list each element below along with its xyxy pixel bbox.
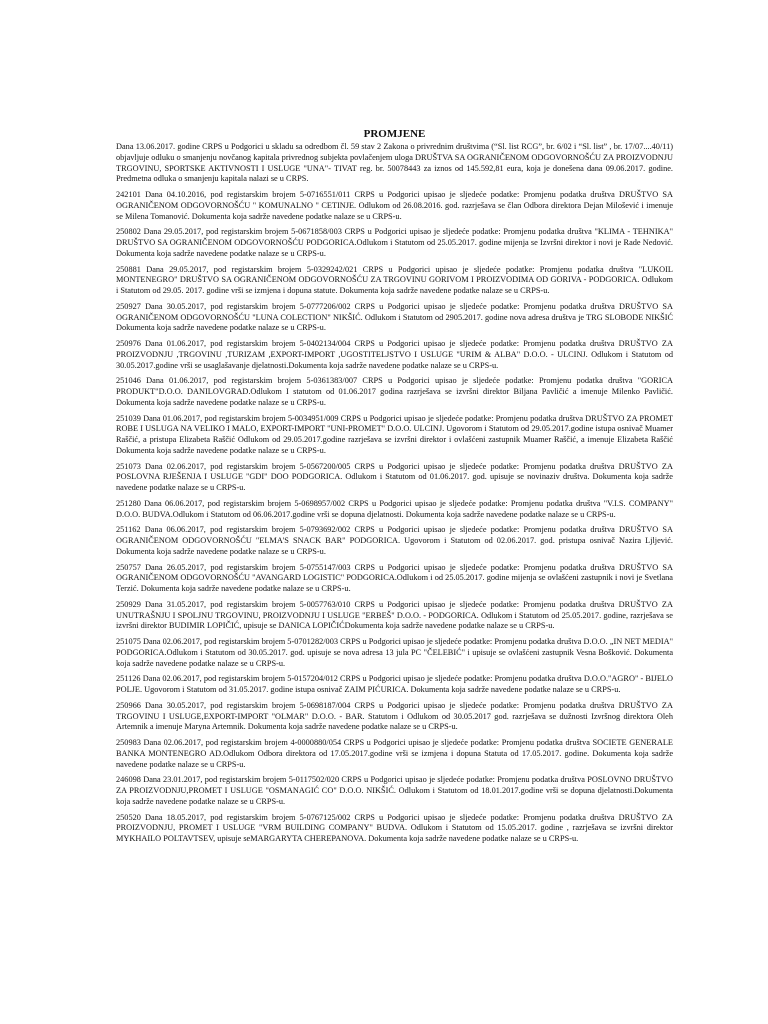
registry-entry: 250966 Dana 30.05.2017, pod registarskim brojem 5-0698187/004 CRPS u Podgorici upisao je sljedeće podatke: Promjenu podatka društva DRUŠTVO ZA TRGOVINU I USLUGE,EXPORT-IMPORT "OLMAR" D.O.O. - BAR. Statutom i Odlukom od 30.05.2017 god. razrješava se dužnosti Izvršnog direktora Oleh Artemnik a imenuje Maryna Artemnik. Dokumenta koja sadrže navedene podatke nalaze se u CRPS-u. (116, 700, 673, 732)
registry-entry: 250802 Dana 29.05.2017, pod registarskim brojem 5-0671858/003 CRPS u Podgorici upisao je sljedeće podatke: Promjenu podatka društva "KLIMA - TEHNIKA" DRUŠTVO SA OGRANIČENOM ODGOVORNOŠĆU PODGORICA.Odlukom i Statutom od 25.05.2017. godine mijenja se Izvršni direktor i novi je Rade Nedović. Dokumenta koja sadrže navedene podatke nalaze se u CRPS-u. (116, 227, 673, 258)
registry-entry: 250929 Dana 31.05.2017, pod registarskim brojem 5-0057763/010 CRPS u Podgorici upisao je sljedeće podatke: Promjenu podatka društva DRUŠTVO ZA UNUTRAŠNJU I SPOLJNU TRGOVINU, PROIZVODNJU I USLUGE "ERBEŠ" D.O.O. - PODGORICA. Odlukom i Statutom od 25.05.2017. godine, razrješava se izvršni direktor BUDIMIR LOPIČIĆ, upisuje se DANICA LOPIČIĆDokumenta koja sadrže navedene podatke nalaze se u CRPS-u. (116, 599, 673, 631)
notice-paragraph: Dana 13.06.2017. godine CRPS u Podgorici u skladu sa odredbom čl. 59 stav 2 Zakona o privrednim društvima (“Sl. list RCG”, br. 6/02 i “Sl. list” , br. 17/07....40/11) objavljuje odluku o smanjenju novčanog kapitala privrednog subjekta povlačenjem uloga DRUŠTVA SA OGRANIČENOM ODGOVORNOŠĆU ZA PROIZVODNJU TRGOVINU, SPORTSKE AKTIVNOSTI I USLUGE "UNA"- TIVAT reg. br. 50078443 za iznos od 145.592,81 eura, koja je donešena dana 09.06.2017. godine. Predmetna odluka o smanjenju kapitala nalazi se u CRPS. (116, 142, 673, 184)
registry-entry: 251280 Dana 06.06.2017, pod registarskim brojem 5-0698957/002 CRPS u Podgorici upisao je sljedeće podatke: Promjenu podatka društva "V.I.S. COMPANY" D.O.O. BUDVA.Odlukom i Statutom od 06.06.2017.godine vrši se dopuna djelatnosti. Dokumenta koja sadrže navedene podatke nalaze se u CRPS-u. (116, 498, 673, 519)
registry-entry: 250983 Dana 02.06.2017, pod registarskim brojem 4-0000880/054 CRPS u Podgorici upisao je sljedeće podatke: Promjenu podatka društva SOCIETE GENERALE BANKA MONTENEGRO AD.Odlukom Odbora direktora od 17.05.2017.godine vrši se izmjena i dopuna Statuta od 17.05.2017. godine. Dokumenta koja sadrže navedene podatke nalaze se u CRPS-u. (116, 738, 673, 769)
registry-entry: 246098 Dana 23.01.2017, pod registarskim brojem 5-0117502/020 CRPS u Podgorici upisao je sljedeće podatke: Promjenu podatka društva POSLOVNO DRUŠTVO ZA PROIZVODNJU,PROMET I USLUGE "OSMANAGIĆ CO" D.O.O. NIKŠIĆ. Odlukom i Statutom od 18.01.2017.godine vrši se dopuna djelatnosti.Dokumenta koja sadrže navedene podatke nalaze se u CRPS-u. (116, 775, 673, 806)
registry-entry: 251046 Dana 01.06.2017, pod registarskim brojem 5-0361383/007 CRPS u Podgorici upisao je sljedeće podatke: Promjenu podatka društva "GORICA PRODUKT"D.O.O. DANILOVGRAD.Odlukom I statutom od 01.06.2017 godina razrješava se izvršni direktor Biljana Pavličić a imenuje Milenko Pavličić. Dokumenta koja sadrže navedene podatke nalaze se u CRPS-u. (116, 376, 673, 407)
document-page (116, 128, 673, 850)
registry-entry: 251073 Dana 02.06.2017, pod registarskim brojem 5-0567200/005 CRPS u Podgorici upisao je sljedeće podatke: Promjenu podatka društva DRUŠTVO ZA POSLOVNA RJEŠENJA I USLUGE "GDI" DOO PODGORICA. Odlukom i Statutom od 01.06.2017. god. upisuje se novinaziv društva. Dokumenta koja sadrže navedene podatke nalaze se u CRPS-u. (116, 461, 673, 492)
registry-entry: 242101 Dana 04.10.2016, pod registarskim brojem 5-0716551/011 CRPS u Podgorici upisao je sljedeće podatke: Promjenu podatka društva DRUŠTVO SA OGRANIČENOM ODGOVORNOŠĆU " KOMUNALNO " CETINJE. Odlukom od 26.08.2016. god. razrješava se član Odbora direktora Dejan Milošević i imenuje se Milena Tomanović. Dokumenta koja sadrže navedene podatke nalaze se u CRPS-u. (116, 190, 673, 221)
registry-entry: 251075 Dana 02.06.2017, pod registarskim brojem 5-0701282/003 CRPS u Podgorici upisao je sljedeće podatke: Promjenu podatka društva D.O.O. „IN NET MEDIA" PODGORICA.Odlukom i Statutom od 30.05.2017. god. upisuje se nova adresa 13 jula PC "ČELEBIĆ" i upisuje se ovlašćeni zastupnik Vesna Bošković. Dokumenta koja sadrže navedene podatke nalaze se u CRPS-u. (116, 637, 673, 668)
registry-entry: 251162 Dana 06.06.2017, pod registarskim brojem 5-0793692/002 CRPS u Podgorici upisao je sljedeće podatke: Promjenu podatka društva DRUŠTVO SA OGRANIČENOM ODGOVORNOŠĆU "ELMA'S SNACK BAR" PODGORICA. Ugovorom i Statutom od 02.06.2017. god. pristupa osnivač Nazira Ljljević. Dokumenta koja sadrže navedene podatke nalaze se u CRPS-u. (116, 525, 673, 556)
registry-entry: 250520 Dana 18.05.2017, pod registarskim brojem 5-0767125/002 CRPS u Podgorici upisao je sljedeće podatke: Promjenu podatka društva DRUŠTVO ZA PROIZVODNJU, PROMET I USLUGE "VRM BUILDING COMPANY" BUDVA. Odlukom i Statutom od 15.05.2017. godine , razrješava se izvršni direktor MYKHAILO POLTAVTSEV, upisuje seMARGARYTA CHEREPANOVA. Dokumenta koja sadrže navedene podatke nalaze se u CRPS-u. (116, 812, 673, 843)
registry-entry: 250927 Dana 30.05.2017, pod registarskim brojem 5-0777206/002 CRPS u Podgorici upisao je sljedeće podatke: Promjenu podatka društva DRUŠTVO SA OGRANIČENOM ODGOVORNOŠĆU "LUNA COLECTION" NIKŠIĆ. Odlukom i Statutom od 2905.2017. godine nova adresa društva je TRG SLOBODE NIKŠIĆ Dokumenta koja sadrže navedene podatke nalaze se u CRPS-u. (116, 301, 673, 333)
registry-entry: 251126 Dana 02.06.2017, pod registarskim brojem 5-0157204/012 CRPS u Podgorici upisao je sljedeće podatke: Promjenu podatka društva D.O.O."AGRO" - BIJELO POLJE. Ugovorom i Statutom od 31.05.2017. godine istupa osnivač ZAIM PIĆURICA. Dokumenta koja sadrže navedene podatke nalaze se u CRPS-u. (116, 674, 673, 694)
registry-entry: 251039 Dana 01.06.2017, pod registarskim brojem 5-0034951/009 CRPS u Podgorici upisao je sljedeće podatke: Promjenu podatka društva DRUŠTVO ZA PROMET ROBE I USLUGA NA VELIKO I MALO, EXPORT-IMPORT "UNI-PROMET" D.O.O. ULCINJ. Ugovorom i Statutom od 29.05.2017.godine istupa osnivač Muamer Raščić, a pristupa Elizabeta Raščić Odlukom od 29.05.2017.godine razrješava se izvršni direktor i ovlašćeni zastupnik Muamer Raščić, a imenuje Elizabeta Raščić Dokumenta koja sadrže navedene podatke nalaze se u CRPS-u. (116, 413, 673, 455)
registry-entry: 250757 Dana 26.05.2017, pod registarskim brojem 5-0755147/003 CRPS u Podgorici upisao je sljedeće podatke: Promjenu podatka društva DRUŠTVO SA OGRANIČENOM ODGOVORNOŠĆU "AVANGARD LOGISTIC" PODGORICA.Odlukom i od 25.05.2017. godine mijenja se ovlašćeni zastupnik i novi je Svetlana Terzić. Dokumenta koja sadrže navedene podatke nalaze se u CRPS-u. (116, 562, 673, 593)
registry-entry: 250976 Dana 01.06.2017, pod registarskim brojem 5-0402134/004 CRPS u Podgorici upisao je sljedeće podatke: Promjenu podatka društva DRUŠTVO ZA PROIZVODNJU ,TRGOVINU ,TURIZAM ,EXPORT-IMPORT ,UGOSTITELJSTVO I USLUGE "URIM & ALBA" D.O.O. - ULCINJ. Odlukom i Statutom od 30.05.2017.godine vrši se usaglašavanje djelatnosti.Dokumenta koja sadrže navedene podatke nalaze se u CRPS-u. (116, 339, 673, 370)
registry-entry: 250881 Dana 29.05.2017, pod registarskim brojem 5-0329242/021 CRPS u Podgorici upisao je sljedeće podatke: Promjenu podatka društva "LUKOIL MONTENEGRO" DRUŠTVO SA OGRANIČENOM ODGOVORNOŠĆU ZA TRGOVINU GORIVOM I PROIZVODIMA OD GORIVA - PODGORICA. Odlukom i Statutom od 29.05. 2017. godine vrši se izmjena i dopuna statute. Dokumenta koja sadrže navedene podatke nalaze se u CRPS-u. (116, 264, 673, 295)
page-title: PROMJENE (363, 128, 426, 140)
